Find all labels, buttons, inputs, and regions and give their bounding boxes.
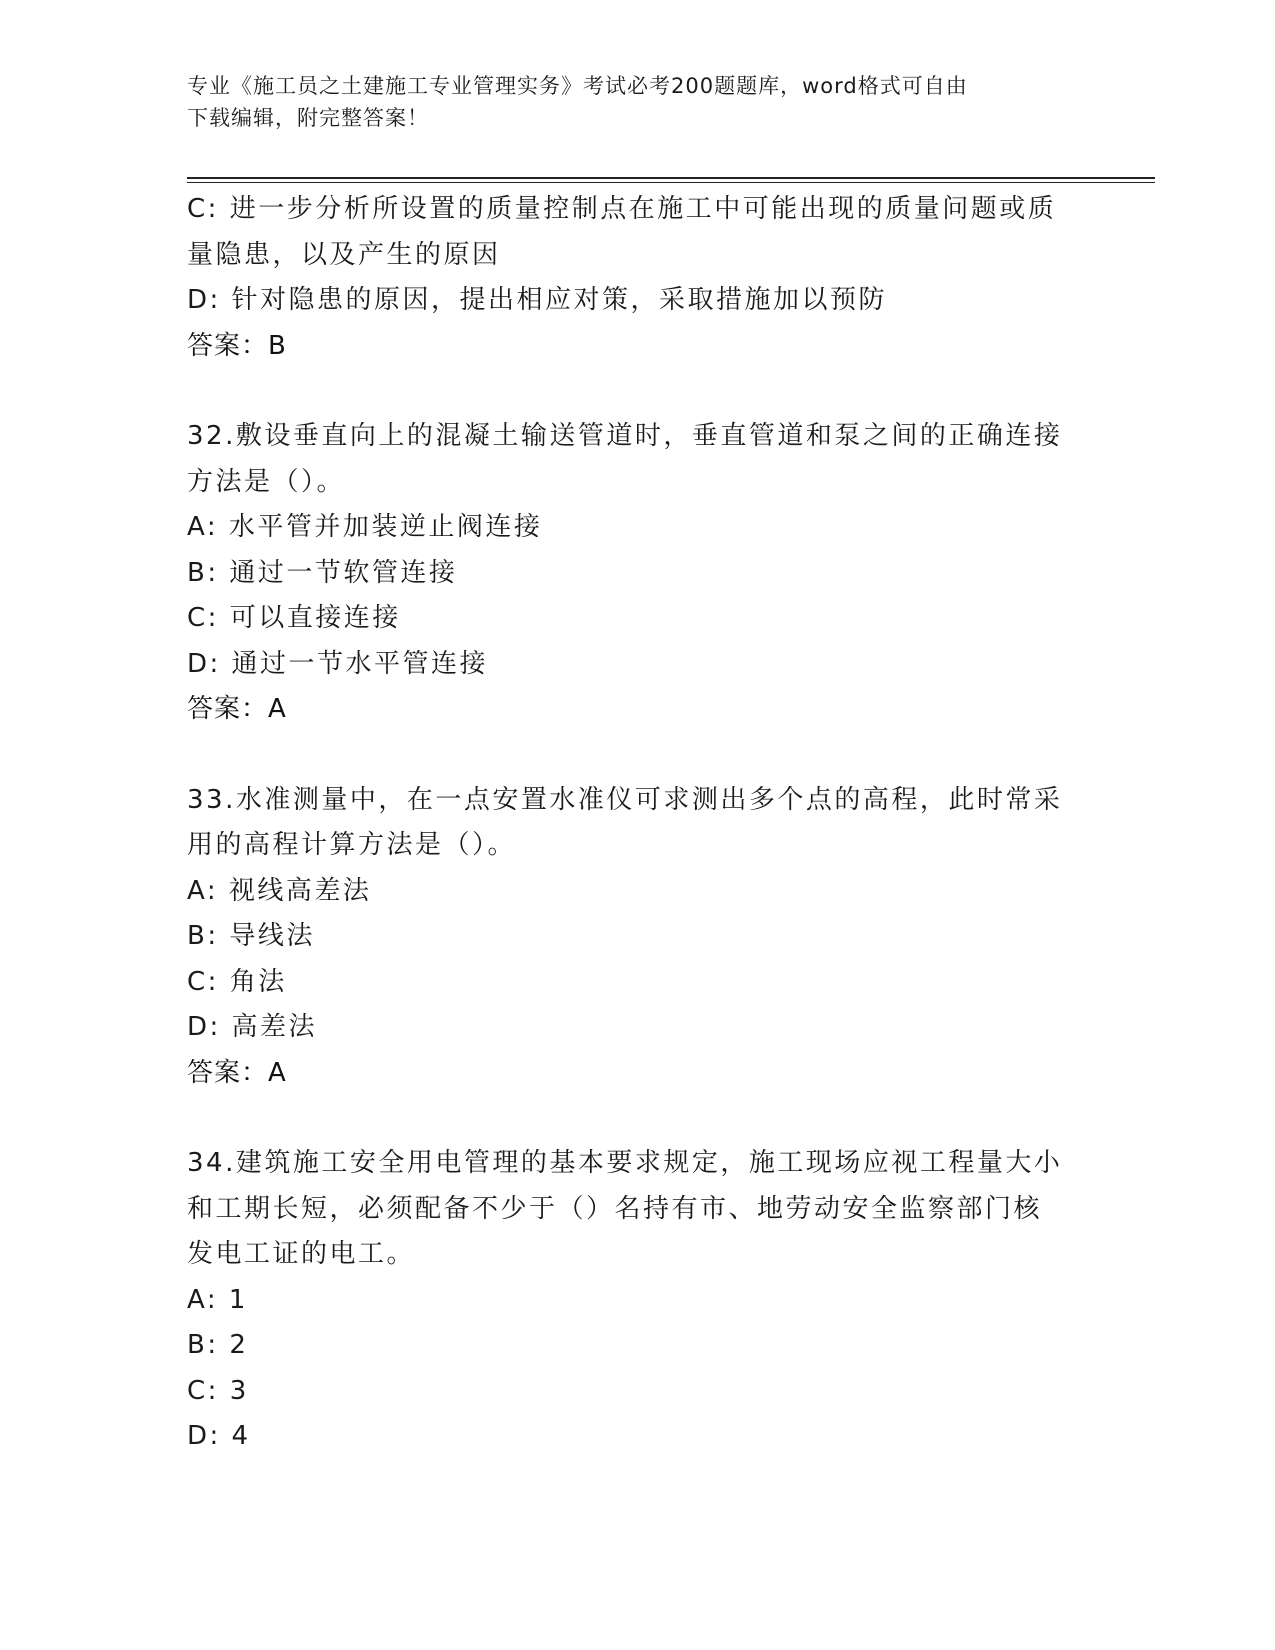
answer-line: 答案：A [187,1057,287,1088]
option-c [187,1369,1067,1415]
spacer [187,1096,1067,1141]
option-key: B: [187,557,219,588]
option-a [187,505,1067,551]
option-key: B: [187,1330,219,1360]
option-a [187,869,1067,915]
question-33 [187,778,1067,1097]
option-text: 可以直接连接 [229,603,401,633]
option-b [187,914,1067,960]
option-text: 针对隐患的原因，提出相应对策，采取措施加以预防 [231,285,888,315]
option-b [187,1323,1067,1369]
option-c-continued: 量隐患，以及产生的原因 [187,239,501,270]
option-c [187,187,1067,233]
option-d [187,1005,1067,1051]
question-stem-continued: 用的高程计算方法是（）。 [187,830,517,860]
option-text: 2 [229,1330,249,1360]
option-a [187,1278,1067,1324]
option-text: 视线高差法 [228,875,372,906]
question-32 [187,414,1067,733]
option-key: C: [187,194,219,224]
spacer [187,733,1067,778]
option-text: 导线法 [229,921,315,951]
question-stem: 33.水准测量中，在一点安置水准仪可求测出多个点的高程，此时常采 [187,784,1063,815]
option-b [187,551,1067,597]
option-key: B: [187,921,219,951]
header-divider-thin [187,182,1155,183]
spacer [187,369,1067,414]
question-31-tail [187,187,1067,369]
option-text: 水平管并加装逆止阀连接 [228,512,543,542]
option-key: A: [187,875,219,906]
question-34 [187,1141,1067,1460]
option-key: A: [187,512,219,542]
question-list [187,187,1067,1460]
option-d [187,1414,1067,1460]
option-d [187,642,1067,688]
option-text: 3 [229,1375,249,1406]
option-text: 角法 [229,966,287,997]
question-stem-continued: 和工期长短，必须配备不少于（）名持有市、地劳动安全监察部门核 [187,1193,1043,1224]
option-text: 通过一节软管连接 [229,557,458,588]
question-stem-continued: 发电工证的电工。 [187,1239,416,1269]
option-key: C: [187,603,219,633]
option-c [187,960,1067,1006]
option-key: C: [187,1375,219,1406]
header-line-1: 专业《施工员之土建施工专业管理实务》考试必考200题题库，word格式可自由 [187,74,968,98]
option-key: C: [187,966,219,997]
option-text: 高差法 [231,1012,318,1042]
header-line-2: 下载编辑，附完整答案！ [187,106,429,130]
option-key: D: [187,648,221,679]
option-d [187,278,1067,324]
answer-line: 答案：A [187,694,287,724]
option-key: D: [187,1421,221,1451]
answer-line: 答案：B [187,330,287,361]
option-key: D: [187,285,221,315]
option-key: A: [187,1284,219,1315]
option-text: 通过一节水平管连接 [231,648,489,679]
option-text: 进一步分析所设置的质量控制点在施工中可能出现的质量问题或质 [229,194,1057,224]
option-c [187,596,1067,642]
document-header [187,70,1067,134]
question-stem: 34.建筑施工安全用电管理的基本要求规定，施工现场应视工程量大小 [187,1148,1063,1178]
header-divider-thick [187,177,1155,179]
option-key: D: [187,1012,221,1042]
option-text: 1 [228,1284,248,1315]
question-stem-continued: 方法是（）。 [187,466,346,497]
question-stem: 32.敷设垂直向上的混凝土输送管道时，垂直管道和泵之间的正确连接 [187,421,1063,451]
option-text: 4 [231,1421,251,1451]
